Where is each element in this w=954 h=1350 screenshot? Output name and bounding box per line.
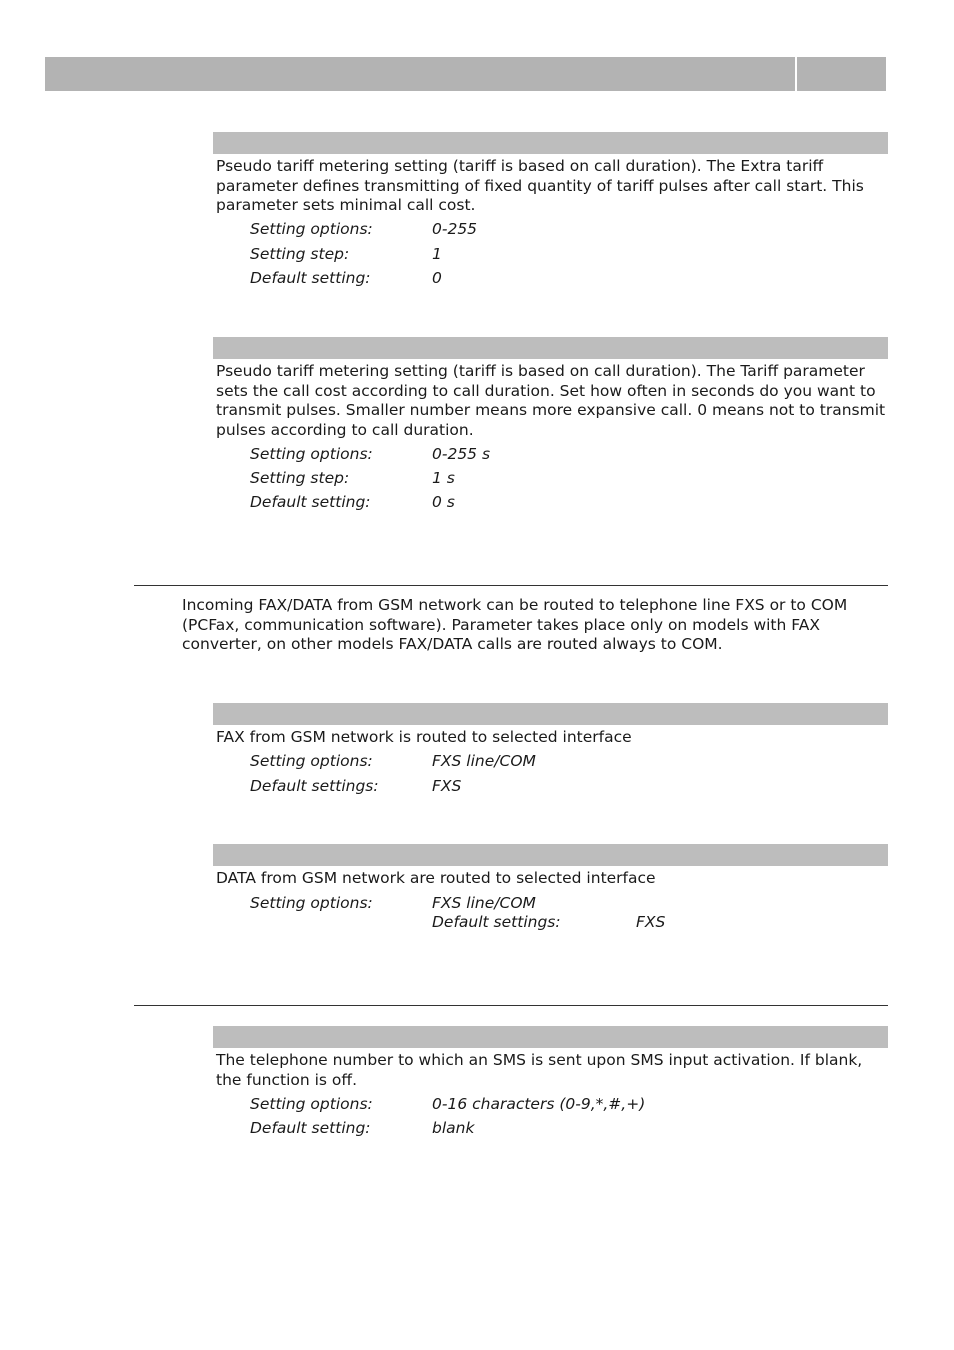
option-label: Default setting:	[250, 493, 371, 511]
option-label: Setting step:	[250, 469, 350, 487]
parameter-heading-bar	[213, 337, 888, 359]
option-value: FXS	[432, 777, 462, 795]
option-value: FXS	[636, 913, 666, 931]
option-value: FXS line/COM	[432, 894, 536, 912]
option-label: Default setting:	[250, 1119, 371, 1137]
option-value: 0-255	[432, 220, 478, 238]
section-divider	[134, 585, 888, 586]
data-routing-description: DATA from GSM network are routed to selected interface	[216, 869, 656, 887]
section-divider	[134, 1005, 888, 1006]
option-label: Setting options:	[250, 1095, 373, 1113]
tariff-description: Pseudo tariff metering setting (tariff is based on call duration). The Tariff parameter sets the call cost according to call duration. Set how often in seconds do you want to transmit pulses. Smaller number means more expansive call. 0 means not to transmit pulses according to call duration.	[216, 362, 886, 439]
option-value: 0-255 s	[432, 445, 491, 463]
parameter-heading-bar	[213, 132, 888, 154]
option-label: Default settings:	[250, 777, 379, 795]
page-number-box	[797, 57, 886, 91]
sms-number-description: The telephone number to which an SMS is sent upon SMS input activation. If blank, the function is off.	[216, 1051, 863, 1089]
option-label: Setting options:	[250, 894, 373, 912]
option-value: 0 s	[432, 493, 455, 511]
parameter-heading-bar	[213, 1026, 888, 1048]
extra-tariff-description: Pseudo tariff metering setting (tariff is based on call duration). The Extra tariff parameter defines transmitting of fixed quantity of tariff pulses after call start. This parameter sets minimal call cost.	[216, 157, 864, 214]
fax-data-intro: Incoming FAX/DATA from GSM network can be routed to telephone line FXS or to COM (PCFax, communication software). Parameter takes place only on models with FAX converter, on other models FAX/DATA calls are routed always to COM.	[182, 596, 848, 653]
option-label: Default setting:	[250, 269, 371, 287]
option-value: 0-16 characters (0-9,*,#,+)	[432, 1095, 646, 1113]
option-label: Default settings:	[432, 913, 561, 931]
option-value: 1 s	[432, 469, 455, 487]
option-value: blank	[432, 1119, 475, 1137]
option-label: Setting step:	[250, 245, 350, 263]
option-value: 1	[432, 245, 442, 263]
page-header-bar	[45, 57, 795, 91]
parameter-heading-bar	[213, 703, 888, 725]
parameter-heading-bar	[213, 844, 888, 866]
option-value: 0	[432, 269, 442, 287]
option-label: Setting options:	[250, 220, 373, 238]
option-value: FXS line/COM	[432, 752, 536, 770]
fax-routing-description: FAX from GSM network is routed to selected interface	[216, 728, 632, 746]
option-label: Setting options:	[250, 445, 373, 463]
option-label: Setting options:	[250, 752, 373, 770]
